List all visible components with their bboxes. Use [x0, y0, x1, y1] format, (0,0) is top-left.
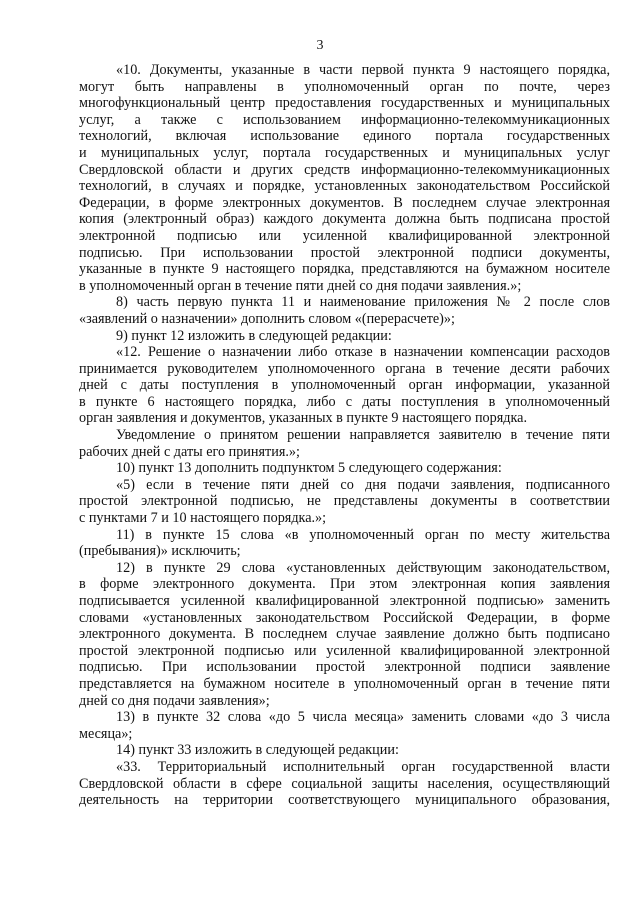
- text-line: «5) если в течение пяти дней со дня подачи заявления, подписанного: [116, 476, 610, 493]
- text-line: Свердловской области и других средств информационно-телекоммуникационных: [79, 161, 610, 178]
- text-line: технологий, в случаях и порядке, установленных законодательством Российской: [79, 178, 610, 195]
- text-line: месяца»;: [79, 725, 133, 742]
- text-line: в форме электронного документа. При этом электронная копия заявления: [79, 576, 610, 593]
- text-line: простой электронной подписью или усиленной квалифицированной электронной: [79, 642, 610, 659]
- text-line: дней с даты поступления в уполномоченный орган информации, указанной: [79, 377, 610, 394]
- text-line: указанные в пункте 9 настоящего порядка, представляются на бумажном носителе: [79, 261, 610, 278]
- text-line: представляется на бумажном носителе в уполномоченный орган в течение пяти: [79, 675, 610, 692]
- text-line: орган заявления и документов, указанных в пункте 9 настоящего порядка.: [79, 410, 527, 427]
- text-line: принимается руководителем уполномоченного органа в течение десяти рабочих: [79, 360, 610, 377]
- text-line: «10. Документы, указанные в части первой пункта 9 настоящего порядка,: [116, 62, 610, 78]
- text-line: 12) в пункте 29 слова «установленных действующим законодательством,: [116, 559, 610, 576]
- page-number: 3: [316, 38, 324, 53]
- text-line: технологий, включая использование единого портала государственных: [79, 128, 610, 145]
- text-line: в уполномоченный орган в течение пяти дней со дня подачи заявления.»;: [79, 277, 522, 294]
- text-line: словами «установленных законодательством Российской Федерации, в форме: [79, 609, 610, 626]
- text-line: 11) в пункте 15 слова «в уполномоченный орган по месту жительства: [116, 526, 610, 543]
- text-line: 10) пункт 13 дополнить подпунктом 5 следующего содержания:: [116, 460, 502, 477]
- text-line: «заявлений о назначении» дополнить словом «(перерасчете)»;: [79, 310, 455, 327]
- text-line: в пункте 6 настоящего порядка, либо с даты поступления в уполномоченный: [79, 393, 610, 410]
- text-line: Федерации, в форме электронных документов. В последнем случае электронная: [79, 194, 610, 211]
- text-line: рабочих дней с даты его принятия.»;: [79, 443, 300, 460]
- text-line: с пунктами 7 и 10 настоящего порядка.»;: [79, 510, 327, 527]
- text-line: «12. Решение о назначении либо отказе в назначении компенсации расходов: [116, 344, 610, 361]
- text-line: 14) пункт 33 изложить в следующей редакции:: [116, 742, 399, 759]
- text-line: и муниципальных услуг, портала государственных и муниципальных услуг: [79, 144, 610, 161]
- text-line: Уведомление о принятом решении направляется заявителю в течение пяти: [116, 427, 610, 444]
- text-line: 8) часть первую пункта 11 и наименование приложения № 2 после слов: [116, 294, 610, 311]
- text-line: деятельность на территории соответствующего муниципального образования,: [79, 792, 610, 809]
- text-line: Свердловской области в сфере социальной защиты населения, осуществляющий: [79, 775, 610, 792]
- text-line: многофункциональный центр предоставления государственных и муниципальных: [79, 95, 610, 112]
- text-line: 13) в пункте 32 слова «до 5 числа месяца» заменить словами «до 3 числа: [116, 709, 610, 726]
- document-body: [79, 62, 610, 809]
- text-line: электронного документа. В последнем случае заявление должно быть подписано: [79, 626, 610, 643]
- text-line: подписывается усиленной квалифицированной электронной подписью» заменить: [79, 593, 610, 609]
- text-line: могут быть направлены в уполномоченный орган по почте, через: [79, 78, 610, 95]
- text-line: электронной подписью или усиленной квалифицированной электронной: [79, 227, 610, 244]
- text-line: копия (электронный образ) каждого документа должна быть подписана простой: [79, 211, 610, 228]
- text-line: подписью. При использовании простой электронной подписи заявление: [79, 659, 610, 676]
- text-line: (пребывания)» исключить;: [79, 543, 241, 560]
- text-line: «33. Территориальный исполнительный орган государственной власти: [116, 758, 610, 775]
- text-line: дней со дня подачи заявления»;: [79, 692, 270, 709]
- text-line: подписью. При использовании простой электронной подписи документы,: [79, 244, 610, 261]
- text-line: 9) пункт 12 изложить в следующей редакции:: [116, 327, 392, 344]
- text-line: простой электронной подписью, не представлены документы в соответствии: [79, 493, 610, 510]
- text-line: услуг, а также с использованием информационно-телекоммуникационных: [79, 111, 610, 128]
